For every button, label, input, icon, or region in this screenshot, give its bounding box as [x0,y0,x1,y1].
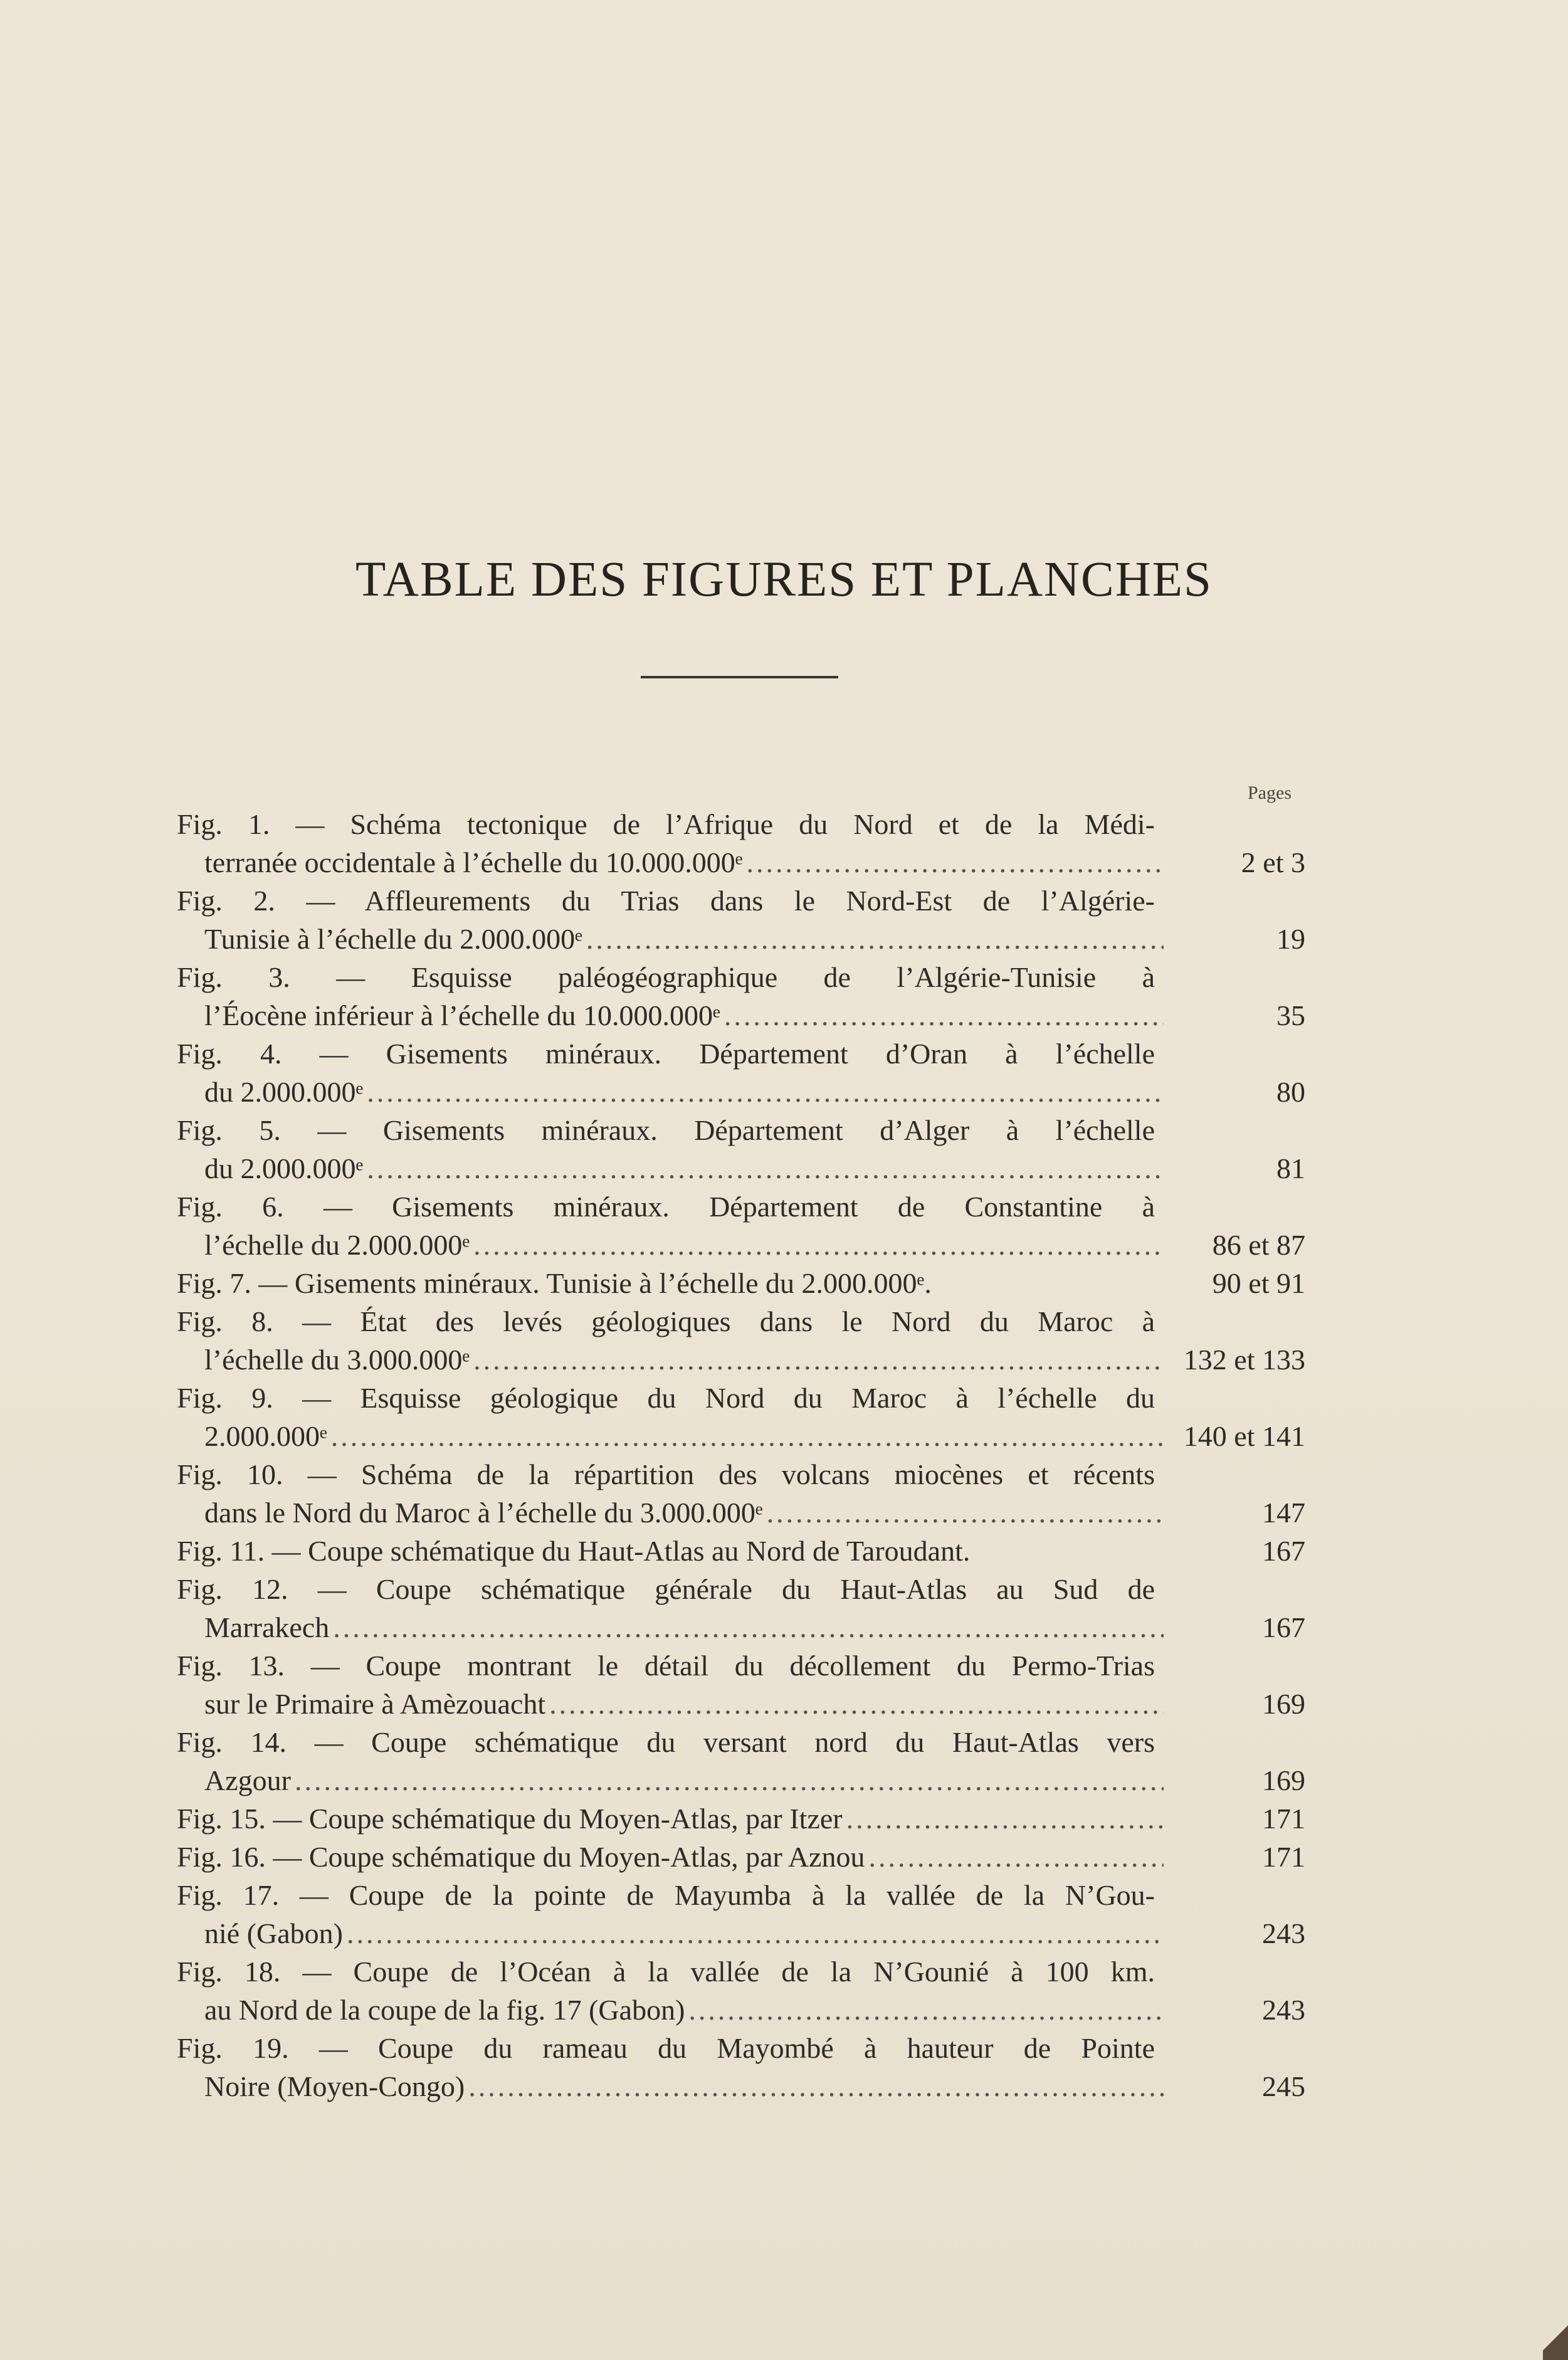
figure-entry-continuation [177,1226,1305,1264]
figure-entry-line [177,1035,1305,1073]
dot-leader [724,996,1164,1035]
figure-entry-line [177,1723,1305,1761]
figure-entry-continuation [177,1914,1305,1952]
figure-caption: — Esquisse géologique du Nord du Maroc à l’échelle du [302,1382,1155,1414]
figure-caption: — Gisements minéraux. Département d’Alger à l’échelle [317,1114,1155,1146]
figure-number: Fig. 1. [177,808,270,840]
figure-number: Fig. 14. [177,1726,287,1758]
figure-entry [177,1111,1305,1188]
figure-entry-continuation [177,1991,1305,2029]
figure-caption: 2.000.000ᵉ [204,1420,327,1452]
figure-entry-continuation [177,1685,1305,1723]
title-rule [641,676,838,678]
pages-column-header: Pages [1248,782,1292,803]
figure-entry [177,1035,1305,1111]
figure-number: Fig. 7. [177,1267,251,1299]
page-number: 167 [1262,1611,1305,1643]
page-number: 171 [1262,1803,1305,1835]
figure-entry [177,1379,1305,1455]
figure-entry [177,1264,1305,1302]
figure-caption: — Coupe schématique générale du Haut-Atlas au Sud de [317,1573,1155,1605]
figure-caption: dans le Nord du Maroc à l’échelle du 3.000.000ᵉ [204,1497,763,1529]
figure-entry-line [177,958,1305,996]
dot-leader [586,920,1164,958]
figure-entry-line [177,805,1305,843]
page-number: 2 et 3 [1241,846,1305,878]
figure-entry-line [177,1379,1305,1417]
figure-entry [177,958,1305,1035]
figure-entry-line [177,1952,1305,1991]
figure-number: Fig. 16. [177,1841,266,1873]
figure-caption: sur le Primaire à Amèzouacht [204,1688,546,1720]
dot-leader [549,1685,1164,1723]
page-number: 86 et 87 [1212,1229,1305,1261]
dot-leader [331,1417,1164,1455]
dot-leader [688,1991,1164,2029]
dot-leader [846,1799,1164,1838]
figure-entry-line [177,882,1305,920]
dot-leader [367,1073,1164,1111]
figure-entry-continuation [177,1761,1305,1799]
figure-caption: l’échelle du 2.000.000ᵉ [204,1229,470,1261]
page-number: 167 [1262,1535,1305,1567]
dot-leader [473,1226,1164,1264]
figure-caption: — Gisements minéraux. Tunisie à l’échelle du 2.000.000ᵉ. [258,1267,932,1299]
figure-number: Fig. 5. [177,1114,281,1146]
figure-caption: au Nord de la coupe de la fig. 17 (Gabon) [204,1994,685,2026]
figure-caption: Marrakech [204,1611,330,1643]
figure-caption: Noire (Moyen-Congo) [204,2070,465,2102]
figure-number: Fig. 9. [177,1382,273,1414]
figure-number: Fig. 12. [177,1573,288,1605]
page-number: 147 [1262,1497,1305,1529]
figure-entry [177,1302,1305,1379]
figure-caption: — Coupe schématique du versant nord du Haut-Atlas vers [314,1726,1155,1758]
figure-entry-continuation [177,1073,1305,1111]
dot-leader [347,1914,1164,1952]
dot-leader [468,2067,1164,2105]
figure-caption: nié (Gabon) [204,1917,343,1949]
page-number: 171 [1262,1841,1305,1873]
figure-caption: — Coupe du rameau du Mayombé à hauteur de Pointe [318,2032,1155,2064]
figure-entry-line [177,1876,1305,1914]
figure-entry [177,1570,1305,1646]
dot-leader [295,1761,1164,1799]
figure-entry-continuation [177,1149,1305,1188]
figure-entry [177,882,1305,958]
figure-entry [177,805,1305,882]
figure-number: Fig. 3. [177,961,290,993]
figure-caption: Tunisie à l’échelle du 2.000.000ᵉ [204,923,582,955]
page-number: 169 [1262,1688,1305,1720]
figure-entry-line [177,1455,1305,1493]
figure-entry [177,1723,1305,1799]
figure-number: Fig. 17. [177,1879,280,1911]
figure-caption: — État des levés géologiques dans le Nord du Maroc à [302,1305,1155,1337]
figure-number: Fig. 10. [177,1458,283,1490]
dot-leader [333,1608,1164,1646]
figure-entry [177,1838,1305,1876]
figure-entry [177,1952,1305,2029]
page-number: 243 [1262,1994,1305,2026]
figure-caption: Azgour [204,1764,291,1796]
figure-caption: — Esquisse paléogéographique de l’Algérie-Tunisie à [336,961,1155,993]
figure-entry-line [177,1799,1305,1838]
page-number: 243 [1262,1917,1305,1949]
dot-leader [767,1493,1164,1532]
page-corner [1543,2316,1568,2360]
figure-entry [177,2029,1305,2105]
figure-caption: du 2.000.000ᵉ [204,1152,364,1184]
figure-entry-continuation [177,1493,1305,1532]
figure-entry-continuation [177,1341,1305,1379]
figure-caption: — Coupe schématique du Moyen-Atlas, par Aznou [273,1841,865,1873]
figure-caption: — Coupe schématique du Moyen-Atlas, par Itzer [273,1803,843,1835]
page-number: 81 [1276,1152,1305,1184]
figure-number: Fig. 19. [177,2032,289,2064]
page-number: 169 [1262,1764,1305,1796]
figure-caption: — Schéma tectonique de l’Afrique du Nord et de la Médi- [295,808,1155,840]
figure-caption: — Gisements minéraux. Département d’Oran à l’échelle [319,1038,1155,1070]
figure-caption: — Gisements minéraux. Département de Constantine à [323,1191,1155,1223]
figure-caption: terranée occidentale à l’échelle du 10.000.000ᵉ [204,846,743,878]
figure-entry-continuation [177,996,1305,1035]
figure-number: Fig. 6. [177,1191,284,1223]
figure-entry-line [177,1188,1305,1226]
figure-caption: — Schéma de la répartition des volcans miocènes et récents [307,1458,1155,1490]
dot-leader [367,1149,1164,1188]
figure-caption: — Affleurements du Trias dans le Nord-Est de l’Algérie- [306,885,1155,917]
figure-entry-line [177,1264,1305,1302]
figure-entry-line [177,1570,1305,1608]
page-number: 35 [1276,999,1305,1031]
figure-entry-continuation [177,1608,1305,1646]
figure-entry-continuation [177,843,1305,882]
figure-number: Fig. 11. [177,1535,265,1567]
figure-number: Fig. 2. [177,885,275,917]
page-number: 80 [1276,1076,1305,1108]
figure-entry-line [177,1302,1305,1341]
figure-number: Fig. 4. [177,1038,282,1070]
page-number: 90 et 91 [1212,1267,1305,1299]
dot-leader [868,1838,1164,1876]
figure-entry-continuation [177,1417,1305,1455]
figure-caption: du 2.000.000ᵉ [204,1076,364,1108]
figure-caption: — Coupe montrant le détail du décollement du Permo-Trias [310,1650,1155,1682]
figure-number: Fig. 8. [177,1305,273,1337]
dot-leader [747,843,1164,882]
figure-entry-continuation [177,920,1305,958]
figure-entry [177,1455,1305,1532]
figure-caption: — Coupe de la pointe de Mayumba à la vallée de la N’Gou- [299,1879,1155,1911]
figure-number: Fig. 15. [177,1803,266,1835]
figure-entry [177,1532,1305,1570]
figure-caption: — Coupe de l’Océan à la vallée de la N’Gounié à 100 km. [302,1956,1155,1988]
page-number: 132 et 133 [1183,1344,1305,1376]
figure-entry-line [177,1838,1305,1876]
figure-entry-continuation [177,2067,1305,2105]
page-number: 245 [1262,2070,1305,2102]
figures-list [177,805,1305,2105]
figure-entry [177,1876,1305,1952]
figure-caption: l’échelle du 3.000.000ᵉ [204,1344,470,1376]
figure-entry [177,1646,1305,1723]
figure-entry-line [177,1532,1305,1570]
figure-entry-line [177,1646,1305,1685]
figure-caption: — Coupe schématique du Haut-Atlas au Nord de Taroudant. [271,1535,971,1567]
figure-entry-line [177,2029,1305,2067]
figure-number: Fig. 18. [177,1956,281,1988]
figure-caption: l’Éocène inférieur à l’échelle du 10.000.000ᵉ [204,999,720,1031]
page-number: 19 [1276,923,1305,955]
figure-entry [177,1188,1305,1264]
page-number: 140 et 141 [1183,1420,1305,1452]
figure-entry-line [177,1111,1305,1149]
figure-entry [177,1799,1305,1838]
page-title: TABLE DES FIGURES ET PLANCHES [355,552,1213,607]
dot-leader [473,1341,1164,1379]
figure-number: Fig. 13. [177,1650,285,1682]
